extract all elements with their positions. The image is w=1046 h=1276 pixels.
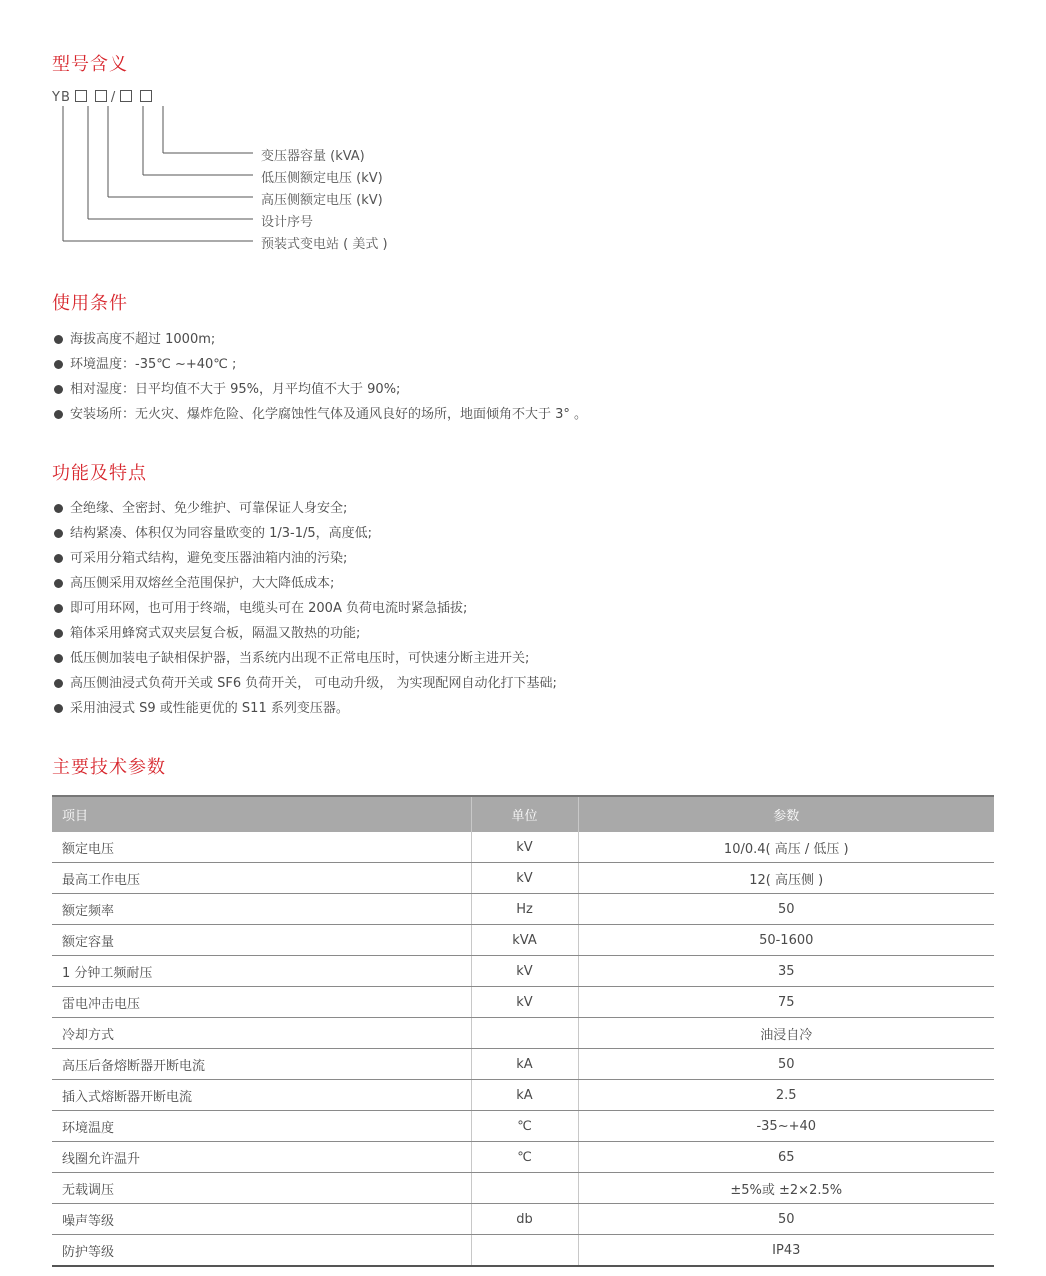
cell-unit: kV (471, 863, 578, 894)
code-box-3 (120, 90, 132, 102)
cell-value: 2.5 (578, 1080, 994, 1111)
header-item: 项目 (52, 796, 471, 832)
cell-item: 无载调压 (52, 1173, 471, 1204)
list-item: 海拔高度不超过 1000m; (52, 327, 587, 352)
list-item: 低压侧加装电子缺相保护器，当系统内出现不正常电压时，可快速分断主进开关; (52, 646, 557, 671)
table-row (52, 925, 994, 956)
cell-value: 35 (578, 956, 994, 987)
cell-unit: kV (471, 956, 578, 987)
table-row (52, 832, 994, 863)
cell-value: -35~+40 (578, 1111, 994, 1142)
cell-unit: db (471, 1204, 578, 1235)
cell-item: 最高工作电压 (52, 863, 471, 894)
cell-unit (471, 1173, 578, 1204)
cell-unit: kV (471, 832, 578, 863)
cell-value: 50 (578, 1049, 994, 1080)
model-label-design-serial: 设计序号 (261, 215, 314, 230)
cell-value: 10/0.4( 高压 / 低压 ) (578, 832, 994, 863)
cell-unit: ℃ (471, 1111, 578, 1142)
cell-item: 额定电压 (52, 832, 471, 863)
params-table (52, 795, 994, 1267)
conditions-list (52, 327, 587, 427)
cell-unit: kVA (471, 925, 578, 956)
cell-unit (471, 1018, 578, 1049)
cell-value: ±5%或 ±2×2.5% (578, 1173, 994, 1204)
cell-value: 75 (578, 987, 994, 1018)
cell-unit: kV (471, 987, 578, 1018)
cell-item: 高压后备熔断器开断电流 (52, 1049, 471, 1080)
table-header-row (52, 796, 994, 832)
list-item: 安装场所：无火灾、爆炸危险、化学腐蚀性气体及通风良好的场所，地面倾角不大于 3° 。 (52, 402, 587, 427)
cell-value: 油浸自冷 (578, 1018, 994, 1049)
table-row (52, 1142, 994, 1173)
cell-unit: kA (471, 1080, 578, 1111)
header-value: 参数 (578, 796, 994, 832)
cell-unit: ℃ (471, 1142, 578, 1173)
list-item: 可采用分箱式结构，避免变压器油箱内油的污染; (52, 546, 557, 571)
model-diagram-lines (0, 0, 1046, 260)
list-item: 高压侧采用双熔丝全范围保护，大大降低成本; (52, 571, 557, 596)
model-section-title: 型号含义 (52, 54, 128, 75)
list-item: 环境温度：-35℃ ~+40℃ ; (52, 352, 587, 377)
cell-item: 额定容量 (52, 925, 471, 956)
list-item: 全绝缘、全密封、免少维护、可靠保证人身安全; (52, 496, 557, 521)
table-row (52, 1080, 994, 1111)
model-separator: / (110, 90, 117, 105)
cell-item: 噪声等级 (52, 1204, 471, 1235)
cell-unit: Hz (471, 894, 578, 925)
cell-value: 50 (578, 1204, 994, 1235)
list-item: 采用油浸式 S9 或性能更优的 S11 系列变压器。 (52, 696, 557, 721)
cell-unit: kA (471, 1049, 578, 1080)
table-row (52, 1018, 994, 1049)
cell-unit (471, 1235, 578, 1267)
features-section-title: 功能及特点 (52, 463, 147, 484)
cell-item: 防护等级 (52, 1235, 471, 1267)
cell-item: 环境温度 (52, 1111, 471, 1142)
model-label-capacity: 变压器容量 (kVA) (261, 149, 365, 164)
cell-item: 冷却方式 (52, 1018, 471, 1049)
list-item: 结构紧凑、体积仅为同容量欧变的 1/3-1/5，高度低; (52, 521, 557, 546)
features-list (52, 496, 557, 721)
table-row (52, 956, 994, 987)
cell-value: 50-1600 (578, 925, 994, 956)
model-code (52, 90, 156, 105)
model-label-low-voltage: 低压侧额定电压 (kV) (261, 171, 383, 186)
params-section-title: 主要技术参数 (52, 757, 166, 778)
list-item: 即可用环网，也可用于终端，电缆头可在 200A 负荷电流时紧急插拔; (52, 596, 557, 621)
cell-item: 插入式熔断器开断电流 (52, 1080, 471, 1111)
table-row (52, 1204, 994, 1235)
list-item: 箱体采用蜂窝式双夹层复合板，隔温又散热的功能; (52, 621, 557, 646)
cell-value: IP43 (578, 1235, 994, 1267)
table-row (52, 1173, 994, 1204)
cell-item: 线圈允许温升 (52, 1142, 471, 1173)
code-box-1 (75, 90, 87, 102)
table-row (52, 1049, 994, 1080)
table-row (52, 863, 994, 894)
table-row (52, 987, 994, 1018)
cell-value: 50 (578, 894, 994, 925)
header-unit: 单位 (471, 796, 578, 832)
code-box-4 (140, 90, 152, 102)
cell-item: 雷电冲击电压 (52, 987, 471, 1018)
list-item: 相对湿度：日平均值不大于 95%，月平均值不大于 90%; (52, 377, 587, 402)
model-label-substation: 预装式变电站 ( 美式 ) (261, 237, 388, 252)
table-row (52, 1235, 994, 1267)
list-item: 高压侧油浸式负荷开关或 SF6 负荷开关， 可电动升级， 为实现配网自动化打下基础; (52, 671, 557, 696)
code-box-2 (95, 90, 107, 102)
table-row (52, 1111, 994, 1142)
cell-item: 1 分钟工频耐压 (52, 956, 471, 987)
model-label-high-voltage: 高压侧额定电压 (kV) (261, 193, 383, 208)
cell-value: 65 (578, 1142, 994, 1173)
conditions-section-title: 使用条件 (52, 293, 128, 314)
table-row (52, 894, 994, 925)
cell-value: 12( 高压侧 ) (578, 863, 994, 894)
cell-item: 额定频率 (52, 894, 471, 925)
model-prefix: YB (52, 90, 71, 105)
